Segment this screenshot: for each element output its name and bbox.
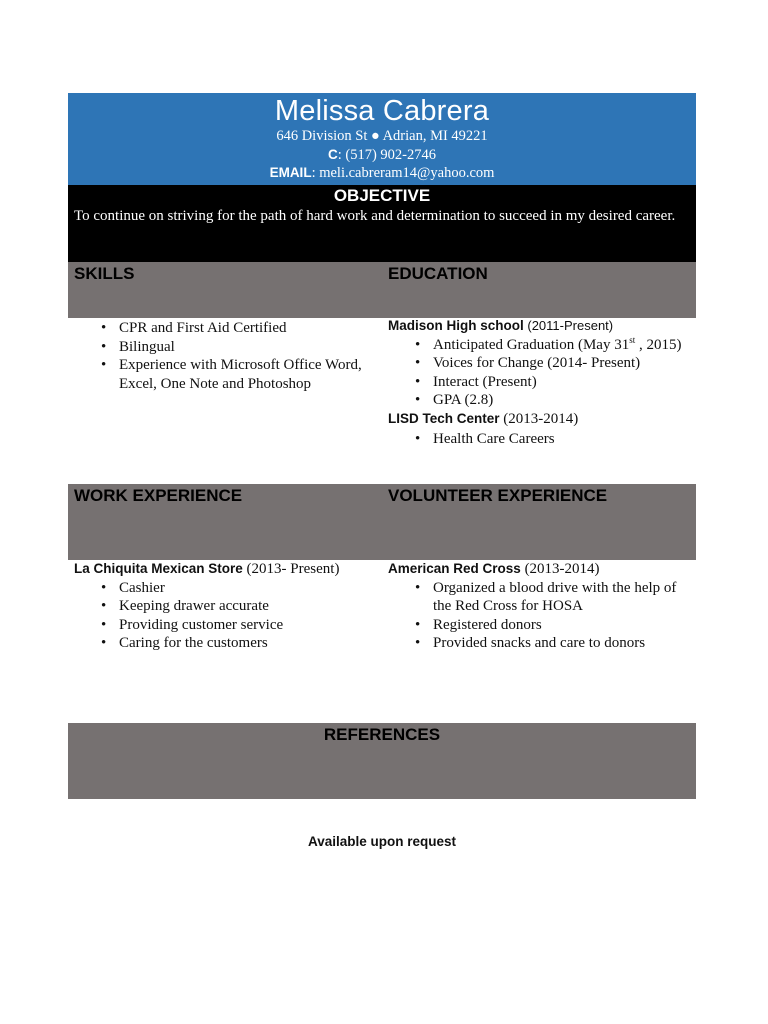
skills-list-column xyxy=(74,319,374,393)
school-name: LISD Tech Center xyxy=(388,410,500,426)
education-detail: • Interact (Present) xyxy=(388,373,693,392)
education-entry-2 xyxy=(388,410,693,429)
phone-number: : (517) 902-2746 xyxy=(337,146,436,163)
skill-item: • Bilingual xyxy=(74,338,374,357)
work-item: • Caring for the customers xyxy=(74,634,374,653)
school-name: Madison High school xyxy=(388,318,524,333)
references-heading: REFERENCES xyxy=(323,725,441,744)
employer-dates: (2013- Present) xyxy=(242,561,340,577)
organization-name: American Red Cross xyxy=(388,561,521,576)
volunteer-item: • Organized a blood drive with the help of the Red Cross for HOSA xyxy=(388,579,688,616)
objective-heading: OBJECTIVE xyxy=(333,186,431,205)
education-detail: • Anticipated Graduation (May 31st , 2015) xyxy=(388,336,693,355)
objective-text: To continue on striving for the path of hard work and determination to succeed in my desired career. xyxy=(74,208,676,224)
organization-dates: (2013-2014) xyxy=(520,561,600,577)
volunteer-item: • Provided snacks and care to donors xyxy=(388,634,688,653)
work-heading: WORK EXPERIENCE xyxy=(74,486,243,505)
work-entry xyxy=(74,560,374,579)
education-detail: • Voices for Change (2014- Present) xyxy=(388,354,693,373)
education-column xyxy=(388,317,693,449)
address-line: 646 Division St ● Adrian, MI 49221 xyxy=(276,128,488,144)
candidate-name: Melissa Cabrera xyxy=(274,95,490,127)
volunteer-item: • Registered donors xyxy=(388,616,688,635)
volunteer-duties xyxy=(388,579,688,653)
school-dates: (2011-Present) xyxy=(523,318,614,333)
school-2-details xyxy=(388,430,693,449)
work-column xyxy=(74,560,374,653)
volunteer-column xyxy=(388,560,688,653)
skill-item: • Experience with Microsoft Office Word, Excel, One Note and Photoshop xyxy=(74,356,374,393)
references-text: Available upon request xyxy=(307,834,457,849)
education-heading: EDUCATION xyxy=(388,264,488,283)
education-entry-1 xyxy=(388,317,693,336)
work-item: • Cashier xyxy=(74,579,374,598)
phone-line xyxy=(68,146,696,165)
skills-education-bar xyxy=(68,262,696,318)
email-line xyxy=(68,164,696,183)
resume-header xyxy=(68,93,696,185)
volunteer-heading: VOLUNTEER EXPERIENCE xyxy=(388,486,608,505)
skills-list xyxy=(74,319,374,393)
objective-section xyxy=(68,185,696,262)
work-item: • Keeping drawer accurate xyxy=(74,597,374,616)
school-dates: (2013-2014) xyxy=(499,410,579,427)
school-1-details xyxy=(388,336,693,410)
skills-heading: SKILLS xyxy=(74,264,135,283)
email-label: EMAIL xyxy=(269,165,312,180)
education-detail: • GPA (2.8) xyxy=(388,391,693,410)
work-volunteer-bar xyxy=(68,484,696,560)
skill-item: • CPR and First Aid Certified xyxy=(74,319,374,338)
work-item: • Providing customer service xyxy=(74,616,374,635)
volunteer-entry xyxy=(388,560,688,579)
employer-name: La Chiquita Mexican Store xyxy=(74,561,243,576)
education-detail: • Health Care Careers xyxy=(388,430,693,449)
references-bar xyxy=(68,723,696,799)
work-duties xyxy=(74,579,374,653)
phone-label: C xyxy=(327,146,338,162)
email-address: : meli.cabreram14@yahoo.com xyxy=(311,165,495,181)
